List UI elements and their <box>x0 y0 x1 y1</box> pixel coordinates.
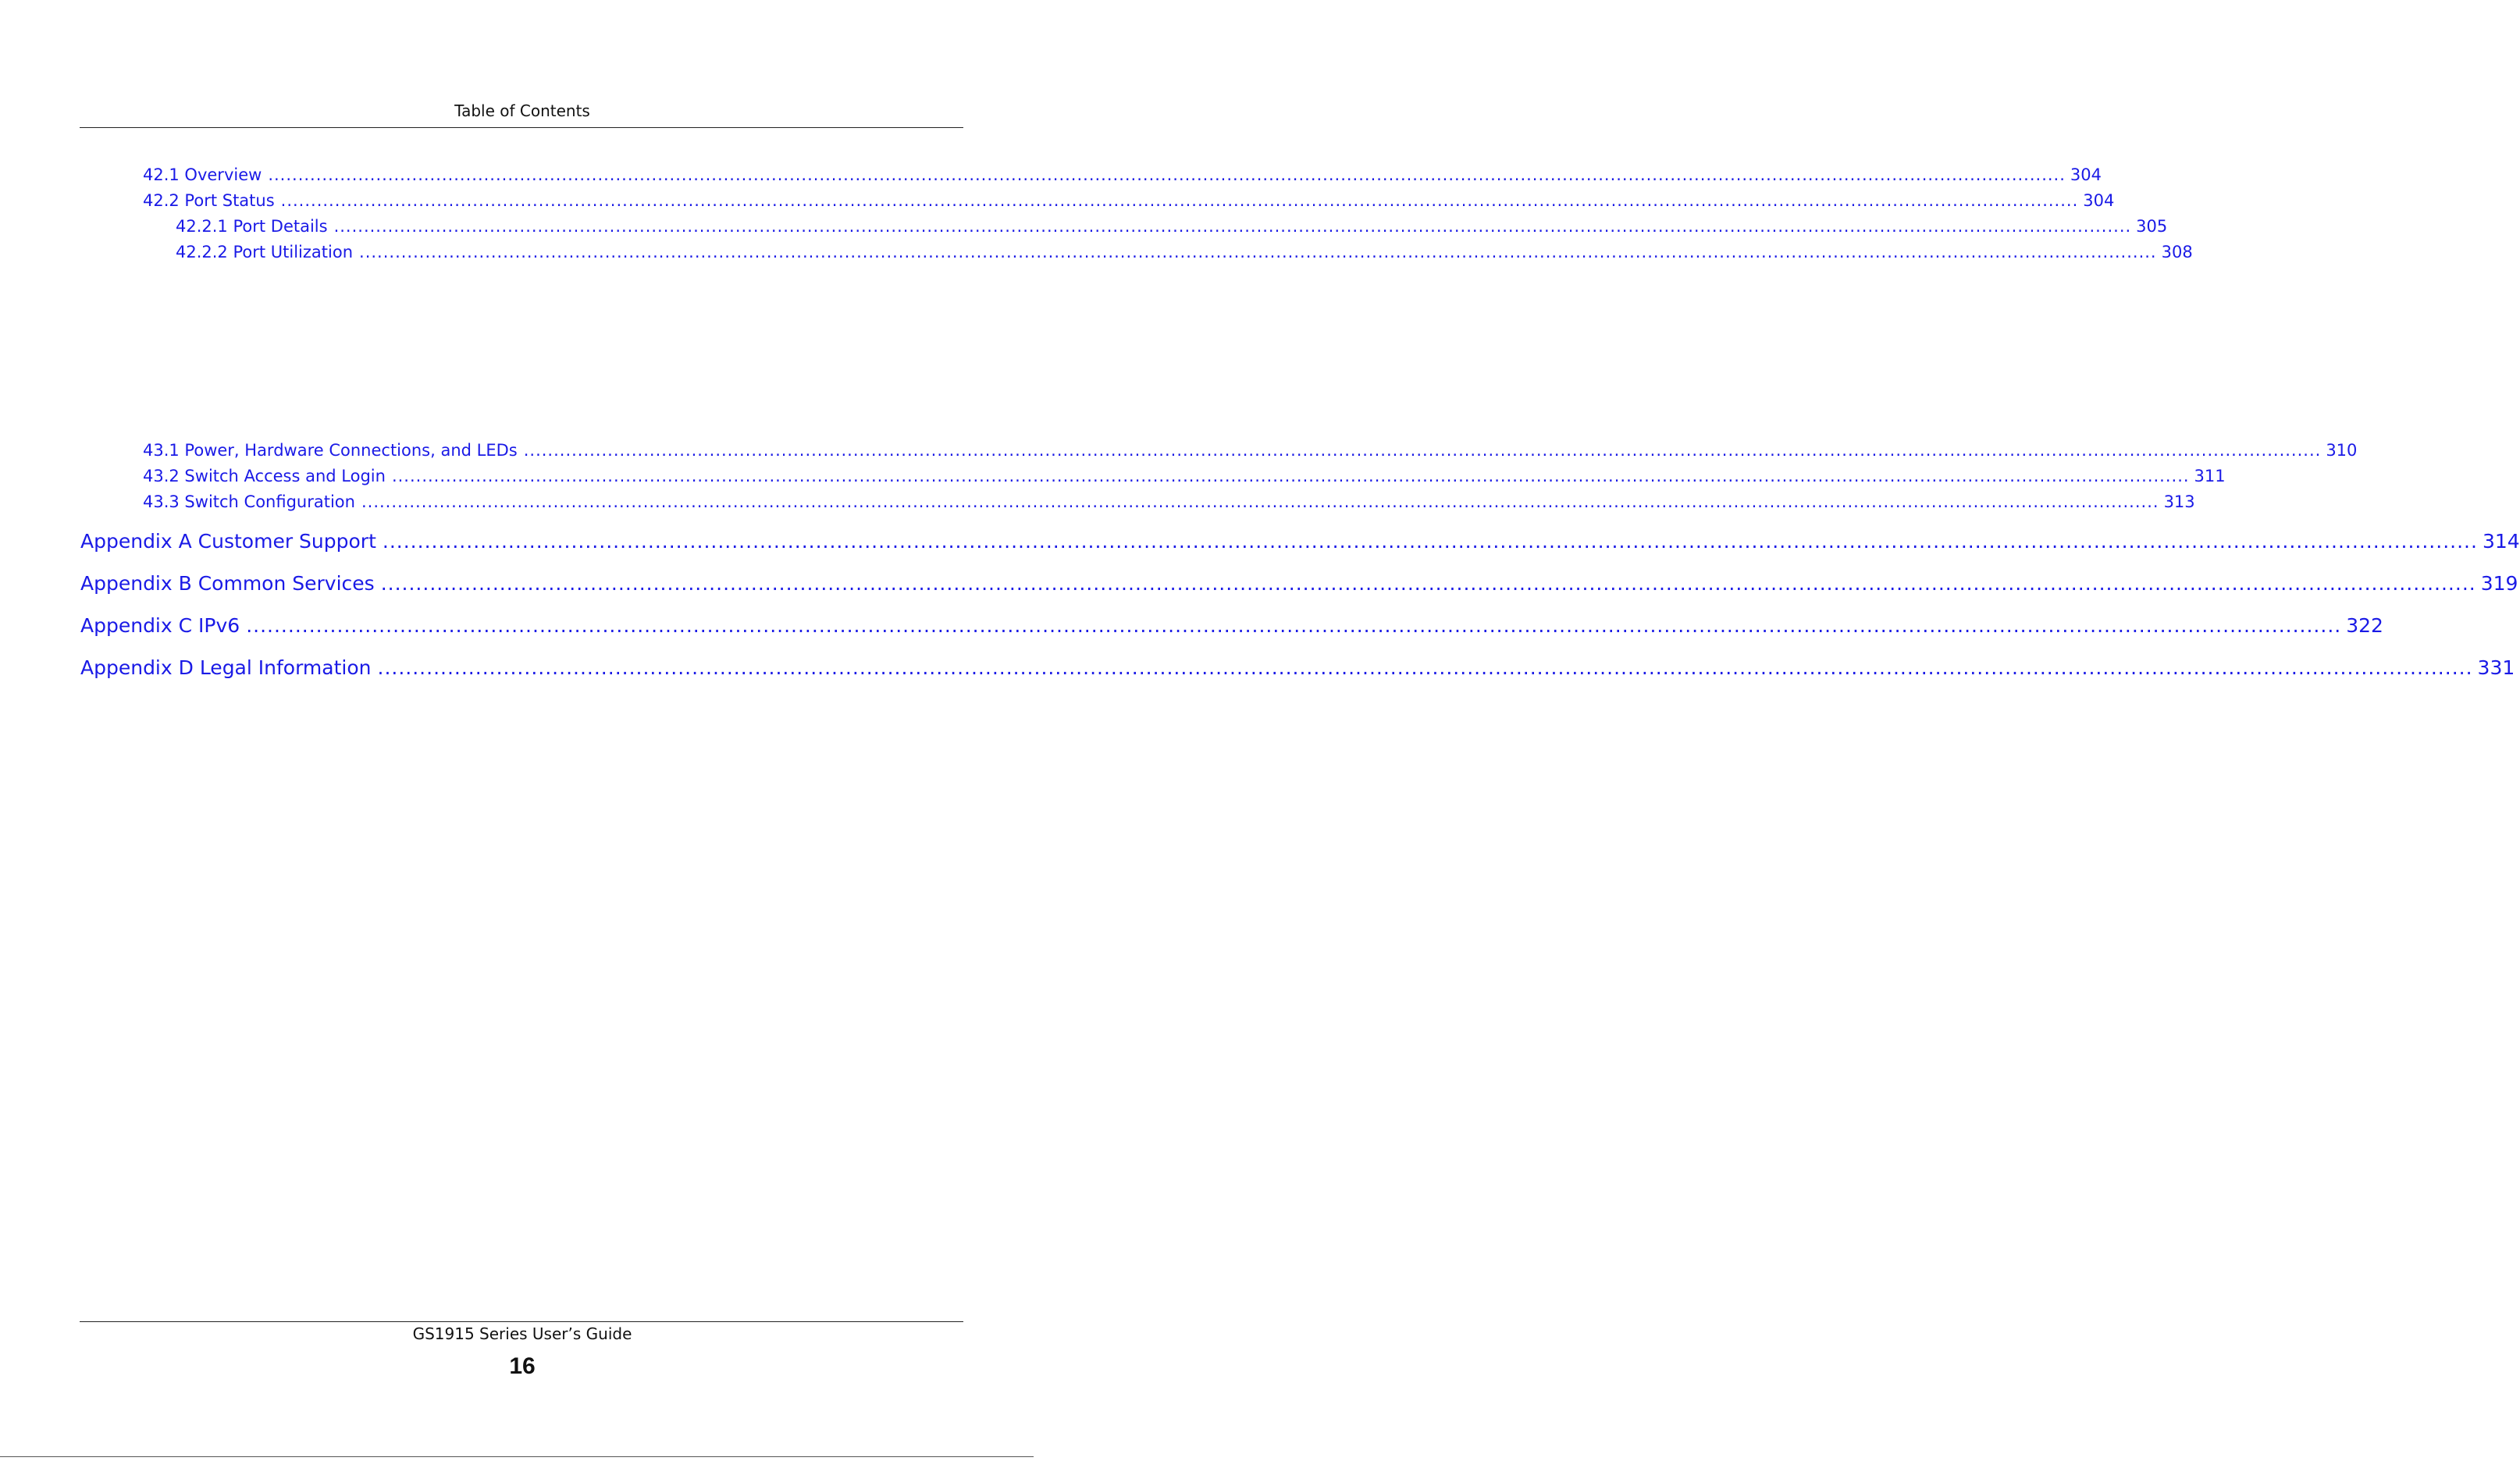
toc-leader-dots: ............................................................................................................................................................................................................................................................................................................ <box>523 441 2322 460</box>
footer-guide-title: GS1915 Series User’s Guide <box>412 1324 632 1343</box>
toc-entry-label: Appendix C IPv6 <box>80 614 240 637</box>
toc-entry-label: 43.2 Switch Access and Login <box>143 467 386 485</box>
toc-entry-page: 304 <box>2083 191 2115 210</box>
toc-entry-page: 310 <box>2326 441 2358 460</box>
toc-entry-appendix-a[interactable] <box>80 528 2520 556</box>
toc-entry-label: Appendix A Customer Support <box>80 530 376 553</box>
toc-leader-dots: ............................................................................................................................................................................................................................................................................................................ <box>333 217 2132 236</box>
bottom-edge-line <box>0 1456 1034 1457</box>
header-rule <box>80 127 963 128</box>
toc-entry-page: 313 <box>2163 492 2195 511</box>
toc-leader-dots: ............................................................................................................................................................................................................................................................................................................ <box>382 530 2478 553</box>
footer-rule <box>80 1321 963 1322</box>
toc-entry-42-2[interactable] <box>143 189 2115 212</box>
toc-entry-43-3[interactable] <box>143 490 2195 514</box>
toc-leader-dots: ............................................................................................................................................................................................................................................................................................................ <box>377 656 2473 679</box>
toc-entry-42-2-1[interactable] <box>176 215 2168 238</box>
toc-entry-page: 311 <box>2194 467 2226 485</box>
toc-entry-label: 42.2.2 Port Utilization <box>176 243 354 261</box>
toc-leader-dots: ............................................................................................................................................................................................................................................................................................................ <box>359 243 2157 261</box>
toc-leader-dots: ............................................................................................................................................................................................................................................................................................................ <box>246 614 2342 637</box>
toc-entry-42-1[interactable] <box>143 163 2102 187</box>
toc-entry-page: 314 <box>2482 530 2520 553</box>
toc-entry-label: 43.3 Switch Configuration <box>143 492 355 511</box>
toc-entry-page: 319 <box>2480 572 2518 595</box>
toc-leader-dots: ............................................................................................................................................................................................................................................................................................................ <box>268 165 2066 184</box>
toc-entry-page: 304 <box>2070 165 2102 184</box>
toc-entry-label: 42.2.1 Port Details <box>176 217 328 236</box>
toc-entry-label: Appendix D Legal Information <box>80 656 372 679</box>
toc-leader-dots: ............................................................................................................................................................................................................................................................................................................ <box>380 572 2476 595</box>
toc-leader-dots: ............................................................................................................................................................................................................................................................................................................ <box>361 492 2159 511</box>
toc-entry-page: 308 <box>2161 243 2193 261</box>
toc-entry-label: 42.1 Overview <box>143 165 262 184</box>
toc-entry-appendix-d[interactable] <box>80 654 2515 682</box>
toc-entry-label: 42.2 Port Status <box>143 191 275 210</box>
toc-entry-page: 331 <box>2477 656 2515 679</box>
toc-entry-appendix-c[interactable] <box>80 612 2383 640</box>
toc-leader-dots: ............................................................................................................................................................................................................................................................................................................ <box>391 467 2190 485</box>
running-header: Table of Contents <box>454 101 590 120</box>
toc-entry-43-1[interactable] <box>143 439 2358 462</box>
toc-entry-page: 322 <box>2346 614 2383 637</box>
toc-entry-page: 305 <box>2136 217 2168 236</box>
page-number: 16 <box>509 1353 536 1379</box>
toc-entry-42-2-2[interactable] <box>176 240 2193 264</box>
toc-entry-label: Appendix B Common Services <box>80 572 375 595</box>
toc-entry-43-2[interactable] <box>143 464 2226 488</box>
toc-entry-appendix-b[interactable] <box>80 570 2518 598</box>
toc-entry-label: 43.1 Power, Hardware Connections, and LEDs <box>143 441 518 460</box>
toc-leader-dots: ............................................................................................................................................................................................................................................................................................................ <box>280 191 2079 210</box>
